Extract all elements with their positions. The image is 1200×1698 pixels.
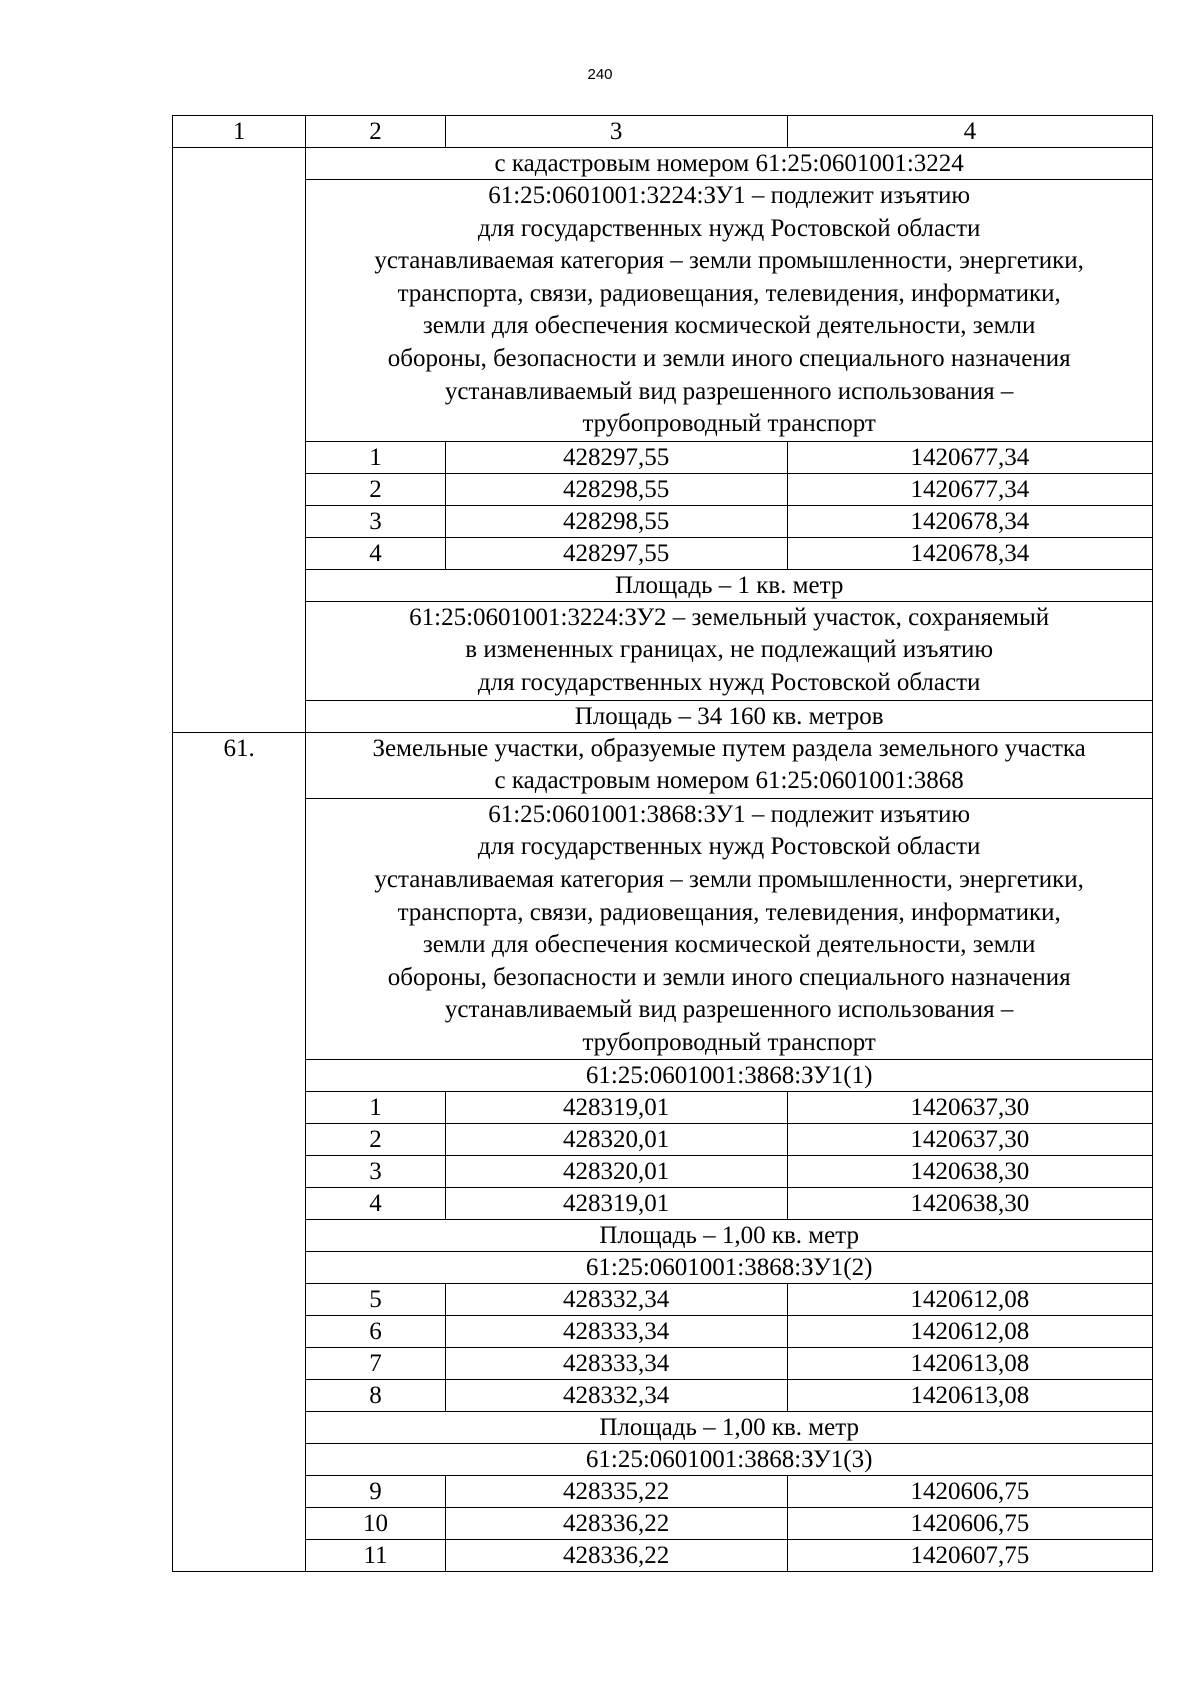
block-a-number-cell (173, 148, 306, 733)
description-line: 61:25:0601001:3868:ЗУ1 – подлежит изъятию (488, 800, 971, 828)
description-line: транспорта, связи, радиовещания, телевидения, информатики, (397, 898, 1061, 926)
block-a-zu2-desc-row (173, 601, 1153, 700)
coordinate-y: 1420606,75 (787, 1508, 1152, 1540)
coordinate-y: 1420678,34 (787, 505, 1152, 537)
header-cell: 3 (445, 116, 787, 148)
coordinate-row (173, 473, 1153, 505)
coordinate-x: 428320,01 (445, 1124, 787, 1156)
part-label: 61:25:0601001:3868:ЗУ1(3) (306, 1444, 1153, 1476)
coordinate-x: 428333,34 (445, 1348, 787, 1380)
coordinate-x: 428332,34 (445, 1380, 787, 1412)
header-cell: 1 (173, 116, 306, 148)
coordinate-row (173, 1540, 1153, 1572)
description-line: земли для обеспечения космической деятельности, земли (422, 312, 1036, 340)
description-line: 61:25:0601001:3224:ЗУ2 – земельный участок, сохраняемый (409, 603, 1050, 631)
description-line: устанавливаемая категория – земли промышленности, энергетики, (374, 865, 1084, 893)
coordinate-y: 1420637,30 (787, 1092, 1152, 1124)
point-number: 11 (306, 1540, 445, 1572)
point-number: 4 (306, 1188, 445, 1220)
header-cell: 4 (787, 116, 1152, 148)
coordinate-y: 1420613,08 (787, 1380, 1152, 1412)
coordinate-x: 428336,22 (445, 1508, 787, 1540)
block-a-zu1-desc-row (173, 180, 1153, 442)
area-row (173, 569, 1153, 601)
coordinate-y: 1420613,08 (787, 1348, 1152, 1380)
coordinate-x: 428332,34 (445, 1284, 787, 1316)
description-line: трубопроводный транспорт (582, 1028, 876, 1056)
coordinate-row (173, 1092, 1153, 1124)
block-a-zu2-description (306, 601, 1153, 700)
coordinate-x: 428298,55 (445, 473, 787, 505)
point-number: 10 (306, 1508, 445, 1540)
block-b-title-row (173, 732, 1153, 798)
coordinate-row (173, 1124, 1153, 1156)
point-number: 1 (306, 1092, 445, 1124)
coordinate-x: 428320,01 (445, 1156, 787, 1188)
area-value: Площадь – 1,00 кв. метр (306, 1412, 1153, 1444)
coordinate-row (173, 1348, 1153, 1380)
coordinate-x: 428297,55 (445, 441, 787, 473)
coordinate-y: 1420612,08 (787, 1316, 1152, 1348)
area-row (173, 1220, 1153, 1252)
coordinate-row (173, 1380, 1153, 1412)
coordinate-x: 428319,01 (445, 1092, 787, 1124)
part-label: 61:25:0601001:3868:ЗУ1(1) (306, 1060, 1153, 1092)
point-number: 3 (306, 1156, 445, 1188)
part-label-row (173, 1060, 1153, 1092)
coordinate-y: 1420677,34 (787, 441, 1152, 473)
coordinate-row (173, 1508, 1153, 1540)
coordinate-y: 1420637,30 (787, 1124, 1152, 1156)
area-row (173, 700, 1153, 732)
point-number: 5 (306, 1284, 445, 1316)
coordinate-y: 1420638,30 (787, 1188, 1152, 1220)
coordinate-y: 1420677,34 (787, 473, 1152, 505)
description-line: устанавливаемый вид разрешенного использования – (444, 377, 1014, 405)
part-label-row (173, 1252, 1153, 1284)
description-line: в измененных границах, не подлежащий изъятию (465, 636, 994, 664)
point-number: 1 (306, 441, 445, 473)
description-line: трубопроводный транспорт (582, 410, 876, 438)
description-line: для государственных нужд Ростовской области (477, 833, 981, 861)
area-value: Площадь – 1 кв. метр (306, 569, 1153, 601)
description-line: для государственных нужд Ростовской области (477, 668, 981, 696)
page-number: 240 (587, 66, 613, 83)
area-value: Площадь – 34 160 кв. метров (306, 700, 1153, 732)
block-a-cadastral-line: с кадастровым номером 61:25:0601001:3224 (306, 148, 1153, 180)
point-number: 6 (306, 1316, 445, 1348)
description-line: 61:25:0601001:3224:ЗУ1 – подлежит изъятию (488, 182, 971, 209)
coordinate-x: 428297,55 (445, 537, 787, 569)
description-line: для государственных нужд Ростовской области (477, 214, 981, 242)
coordinate-row (173, 1316, 1153, 1348)
coordinate-y: 1420612,08 (787, 1284, 1152, 1316)
coordinate-y: 1420678,34 (787, 537, 1152, 569)
land-plots-table (172, 115, 1153, 1572)
block-b-zu1-description (306, 798, 1153, 1060)
area-row (173, 1412, 1153, 1444)
point-number: 9 (306, 1476, 445, 1508)
item-number: 61. (173, 732, 306, 1572)
coordinate-x: 428319,01 (445, 1188, 787, 1220)
block-a-zu1-description (306, 180, 1153, 442)
coordinate-y: 1420606,75 (787, 1476, 1152, 1508)
point-number: 8 (306, 1380, 445, 1412)
point-number: 2 (306, 1124, 445, 1156)
coordinate-y: 1420607,75 (787, 1540, 1152, 1572)
block-b-zu1-desc-row (173, 798, 1153, 1060)
block-a-cadastral-row (173, 148, 1153, 180)
point-number: 7 (306, 1348, 445, 1380)
part-label-row (173, 1444, 1153, 1476)
coordinate-y: 1420638,30 (787, 1156, 1152, 1188)
coordinate-x: 428335,22 (445, 1476, 787, 1508)
area-value: Площадь – 1,00 кв. метр (306, 1220, 1153, 1252)
header-cell: 2 (306, 116, 445, 148)
description-line: земли для обеспечения космической деятельности, земли (422, 931, 1036, 959)
title-line: с кадастровым номером 61:25:0601001:3868 (494, 767, 964, 795)
description-line: устанавливаемый вид разрешенного использования – (444, 996, 1014, 1024)
description-line: устанавливаемая категория – земли промышленности, энергетики, (374, 247, 1084, 275)
coordinate-x: 428333,34 (445, 1316, 787, 1348)
point-number: 3 (306, 505, 445, 537)
coordinate-row (173, 441, 1153, 473)
coordinate-row (173, 1188, 1153, 1220)
header-row (173, 116, 1153, 148)
title-line: Земельные участки, образуемые путем раздела земельного участка (372, 734, 1086, 762)
coordinate-row (173, 1284, 1153, 1316)
description-line: обороны, безопасности и земли иного специального назначения (387, 344, 1071, 372)
description-line: обороны, безопасности и земли иного специального назначения (387, 963, 1071, 991)
part-label: 61:25:0601001:3868:ЗУ1(2) (306, 1252, 1153, 1284)
coordinate-row (173, 537, 1153, 569)
coordinate-row (173, 505, 1153, 537)
point-number: 4 (306, 537, 445, 569)
block-b-title (306, 732, 1153, 798)
coordinate-x: 428336,22 (445, 1540, 787, 1572)
point-number: 2 (306, 473, 445, 505)
coordinate-x: 428298,55 (445, 505, 787, 537)
coordinate-row (173, 1156, 1153, 1188)
description-line: транспорта, связи, радиовещания, телевидения, информатики, (397, 279, 1061, 307)
coordinate-row (173, 1476, 1153, 1508)
